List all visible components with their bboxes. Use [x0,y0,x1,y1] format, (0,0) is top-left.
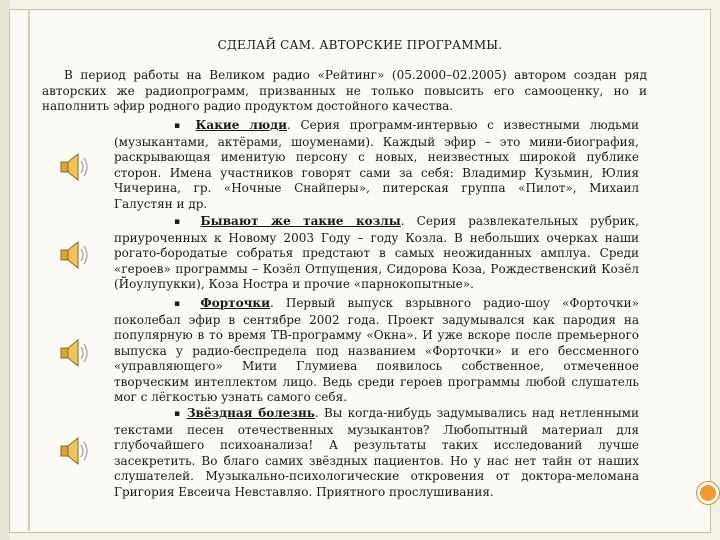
speaker-icon[interactable] [58,434,92,468]
section-heading[interactable]: Звёздная болезнь [186,406,315,420]
speaker-icon[interactable] [58,336,92,370]
bullet: ▪ [174,121,186,131]
slide-title: СДЕЛАЙ САМ. АВТОРСКИЕ ПРОГРАММЫ. [217,38,503,52]
section-text: . Первый выпуск взрывного радио-шоу «Форточки» поколебал эфир в сентябре 2002 года. Проект задумывался как пародия на популярную в то время ТВ-программу «Окна». И уже вскоре после премьерного выпуска у радио-беспредела под названием «Форточки» и его бессменного «управляющего» Мити Глумиева появилось собственное, отмеченное творческим интеллектом лицо. Ведь среди героев программы любой слушатель мог с лёгкостью узнать самого себя. [114,296,639,404]
section-heading[interactable]: Какие люди [195,118,288,132]
section-text: . Вы когда-нибудь задумывались над нетленными текстами песен отечественных музыкантов? Любопытный материал для глубочайшего психоанализа! А результаты таких исследований лучше засекретить. Во благо самих звёздных пациентов. Но у нас нет тайн от наших слушателей. Музыкально-психологические откровения от доктора-меломана Григория Евсеича Невставляо. Приятного прослушивания. [114,406,639,499]
section-fortochki [114,296,639,406]
speaker-icon[interactable] [58,150,92,184]
section-byvayut-zhe-takie-kozly [114,214,639,293]
left-rule [28,9,30,531]
orange-dot-decoration [697,482,719,504]
section-text: . Серия программ-интервью с известными людьми (музыкантами, актёрами, шоуменами). Каждый эфир – это мини-биография, раскрывающая именитую персону с новых, неизвестных широкой публике сторон. Имена участников говорят сами за себя: Владимир Кузьмин, Юлия Чичерина, гр. «Ночные Снайперы», питерская группа «Пилот», Михаил Галустян и др. [114,118,639,211]
bullet: ▪ [174,299,189,309]
intro-paragraph: В период работы на Великом радио «Рейтинг» (05.2000–02.2005) автором создан ряд авторских же радиопрограмм, призванных не только повысить его самооценку, но и наполнить эфир родного радио продуктом достойного качества. [42,68,647,113]
section-kakie-lyudi [114,118,639,212]
section-zvyozdnaya-bolezn [114,406,639,500]
section-heading[interactable]: Форточки [200,296,270,310]
section-heading[interactable]: Бывают же такие козлы [200,214,401,228]
section-text: . Серия развлекательных рубрик, приуроченных к Новому 2003 Году – году Козла. В небольших очерках наши рогато-бородатые собратья предстают в самых неожиданных амплуа. Среди «героев» программы – Козёл Отпущения, Сидорова Коза, Рождественский Козёл (Йоулупукки), Коза Ностра и прочие «парнокопытные». [114,214,639,291]
speaker-icon[interactable] [58,238,92,272]
bullet: ▪ [174,409,182,419]
bullet: ▪ [174,217,189,227]
